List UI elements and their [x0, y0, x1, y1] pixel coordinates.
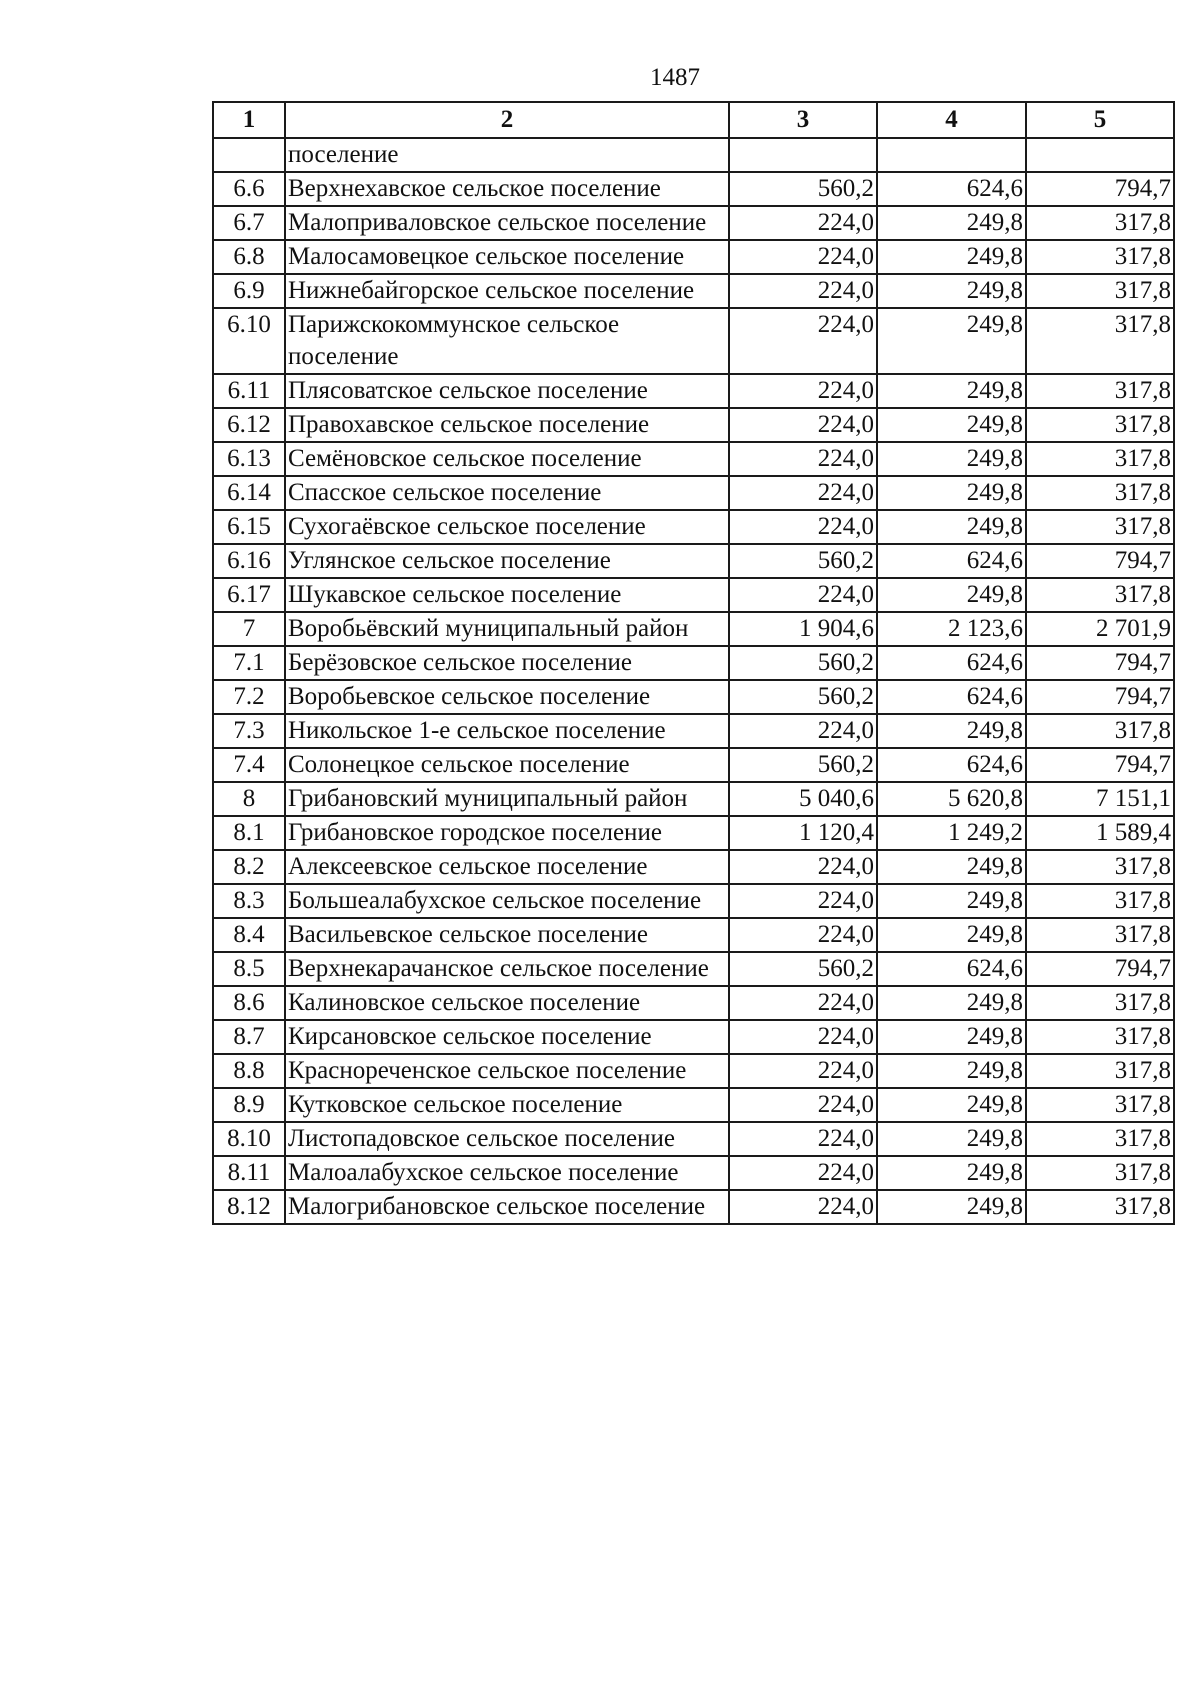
- settlement-name-cell: Большеалабухское сельское поселение: [285, 884, 729, 918]
- value-column-3-cell: 224,0: [729, 1054, 877, 1088]
- value-column-5-cell: 317,8: [1026, 442, 1174, 476]
- row-number-cell: 7.3: [213, 714, 285, 748]
- value-column-3-cell: 224,0: [729, 240, 877, 274]
- settlement-name-cell: Парижскокоммунское сельское поселение: [285, 308, 729, 374]
- table-row: [213, 1020, 1174, 1054]
- settlement-name-cell: Краснореченское сельское поселение: [285, 1054, 729, 1088]
- value-column-3-cell: 224,0: [729, 1122, 877, 1156]
- settlement-name-cell: Малоалабухское сельское поселение: [285, 1156, 729, 1190]
- value-column-4-cell: 249,8: [877, 714, 1026, 748]
- value-column-4-cell: 249,8: [877, 408, 1026, 442]
- value-column-4-cell: 249,8: [877, 986, 1026, 1020]
- settlement-name-cell: Нижнебайгорское сельское поселение: [285, 274, 729, 308]
- value-column-4-cell: 249,8: [877, 1054, 1026, 1088]
- value-column-3-cell: 224,0: [729, 510, 877, 544]
- row-number-cell: 6.12: [213, 408, 285, 442]
- row-number-cell: 6.14: [213, 476, 285, 510]
- row-number-cell: 8.7: [213, 1020, 285, 1054]
- row-number-cell: 6.8: [213, 240, 285, 274]
- value-column-3-cell: 224,0: [729, 1088, 877, 1122]
- table-row: [213, 578, 1174, 612]
- table-row: [213, 1054, 1174, 1088]
- table-row: [213, 172, 1174, 206]
- table-row: [213, 442, 1174, 476]
- value-column-4-cell: 624,6: [877, 680, 1026, 714]
- table-row: [213, 240, 1174, 274]
- row-number-cell: [213, 138, 285, 172]
- settlement-name-cell: Шукавское сельское поселение: [285, 578, 729, 612]
- value-column-5-cell: 317,8: [1026, 1020, 1174, 1054]
- value-column-4-cell: 249,8: [877, 1122, 1026, 1156]
- table-row: [213, 274, 1174, 308]
- value-column-5-cell: 317,8: [1026, 206, 1174, 240]
- settlement-name-cell: Правохавское сельское поселение: [285, 408, 729, 442]
- table-row: [213, 1190, 1174, 1224]
- table-row: [213, 612, 1174, 646]
- table-row: [213, 680, 1174, 714]
- value-column-4-cell: 249,8: [877, 578, 1026, 612]
- table-row: [213, 476, 1174, 510]
- row-number-cell: 8.4: [213, 918, 285, 952]
- row-number-cell: 8.5: [213, 952, 285, 986]
- value-column-3-cell: [729, 138, 877, 172]
- value-column-3-cell: 1 904,6: [729, 612, 877, 646]
- table-row: [213, 646, 1174, 680]
- value-column-5-cell: 317,8: [1026, 850, 1174, 884]
- row-number-cell: 6.17: [213, 578, 285, 612]
- settlement-name-cell: Берёзовское сельское поселение: [285, 646, 729, 680]
- row-number-cell: 8: [213, 782, 285, 816]
- value-column-5-cell: 794,7: [1026, 748, 1174, 782]
- value-column-3-cell: 560,2: [729, 952, 877, 986]
- table-row: [213, 206, 1174, 240]
- value-column-3-cell: 224,0: [729, 850, 877, 884]
- value-column-4-cell: 1 249,2: [877, 816, 1026, 850]
- value-column-5-cell: 794,7: [1026, 172, 1174, 206]
- column-header-3: 3: [729, 102, 877, 138]
- value-column-3-cell: 224,0: [729, 1020, 877, 1054]
- value-column-3-cell: 224,0: [729, 986, 877, 1020]
- value-column-4-cell: 249,8: [877, 1156, 1026, 1190]
- table-row: [213, 918, 1174, 952]
- settlement-name-cell: Углянское сельское поселение: [285, 544, 729, 578]
- value-column-5-cell: 317,8: [1026, 476, 1174, 510]
- column-header-1: 1: [213, 102, 285, 138]
- value-column-4-cell: 249,8: [877, 884, 1026, 918]
- value-column-4-cell: 249,8: [877, 1020, 1026, 1054]
- table-row: [213, 308, 1174, 374]
- table-row: [213, 138, 1174, 172]
- value-column-4-cell: 624,6: [877, 172, 1026, 206]
- column-header-2: 2: [285, 102, 729, 138]
- value-column-3-cell: 224,0: [729, 1190, 877, 1224]
- settlement-name-cell: Малосамовецкое сельское поселение: [285, 240, 729, 274]
- value-column-4-cell: 249,8: [877, 274, 1026, 308]
- value-column-4-cell: 249,8: [877, 850, 1026, 884]
- row-number-cell: 7.4: [213, 748, 285, 782]
- value-column-4-cell: 249,8: [877, 476, 1026, 510]
- table-row: [213, 782, 1174, 816]
- column-header-5: 5: [1026, 102, 1174, 138]
- value-column-3-cell: 224,0: [729, 408, 877, 442]
- value-column-5-cell: 7 151,1: [1026, 782, 1174, 816]
- table-row: [213, 1122, 1174, 1156]
- row-number-cell: 8.9: [213, 1088, 285, 1122]
- table-row: [213, 714, 1174, 748]
- settlement-name-cell: Грибановский муниципальный район: [285, 782, 729, 816]
- value-column-3-cell: 560,2: [729, 172, 877, 206]
- value-column-3-cell: 560,2: [729, 646, 877, 680]
- value-column-5-cell: 317,8: [1026, 986, 1174, 1020]
- settlement-name-cell: Грибановское городское поселение: [285, 816, 729, 850]
- value-column-3-cell: 224,0: [729, 274, 877, 308]
- value-column-5-cell: 317,8: [1026, 918, 1174, 952]
- page-number: 1487: [650, 64, 700, 91]
- value-column-5-cell: 317,8: [1026, 1054, 1174, 1088]
- row-number-cell: 8.10: [213, 1122, 285, 1156]
- value-column-3-cell: 224,0: [729, 476, 877, 510]
- value-column-3-cell: 224,0: [729, 714, 877, 748]
- table-row: [213, 510, 1174, 544]
- settlement-name-cell: Калиновское сельское поселение: [285, 986, 729, 1020]
- settlement-name-cell: Малогрибановское сельское поселение: [285, 1190, 729, 1224]
- settlement-name-cell: Листопадовское сельское поселение: [285, 1122, 729, 1156]
- value-column-4-cell: 5 620,8: [877, 782, 1026, 816]
- table-row: [213, 374, 1174, 408]
- row-number-cell: 6.11: [213, 374, 285, 408]
- value-column-4-cell: 624,6: [877, 646, 1026, 680]
- table-row: [213, 1156, 1174, 1190]
- value-column-4-cell: 249,8: [877, 308, 1026, 374]
- value-column-5-cell: 794,7: [1026, 680, 1174, 714]
- value-column-5-cell: 317,8: [1026, 274, 1174, 308]
- settlement-name-cell: Плясоватское сельское поселение: [285, 374, 729, 408]
- value-column-4-cell: 249,8: [877, 510, 1026, 544]
- settlement-name-cell: Малоприваловское сельское поселение: [285, 206, 729, 240]
- value-column-5-cell: 317,8: [1026, 1088, 1174, 1122]
- value-column-5-cell: [1026, 138, 1174, 172]
- value-column-4-cell: 249,8: [877, 374, 1026, 408]
- value-column-5-cell: 794,7: [1026, 544, 1174, 578]
- row-number-cell: 8.12: [213, 1190, 285, 1224]
- value-column-3-cell: 224,0: [729, 442, 877, 476]
- settlement-name-cell: Кутковское сельское поселение: [285, 1088, 729, 1122]
- value-column-4-cell: 624,6: [877, 544, 1026, 578]
- value-column-4-cell: 624,6: [877, 748, 1026, 782]
- value-column-5-cell: 317,8: [1026, 1156, 1174, 1190]
- settlement-name-cell: Васильевское сельское поселение: [285, 918, 729, 952]
- value-column-5-cell: 317,8: [1026, 374, 1174, 408]
- value-column-5-cell: 1 589,4: [1026, 816, 1174, 850]
- column-header-4: 4: [877, 102, 1026, 138]
- value-column-3-cell: 224,0: [729, 308, 877, 374]
- settlement-name-cell: Алексеевское сельское поселение: [285, 850, 729, 884]
- table-row: [213, 1088, 1174, 1122]
- row-number-cell: 6.13: [213, 442, 285, 476]
- settlement-name-cell: Сухогаёвское сельское поселение: [285, 510, 729, 544]
- value-column-3-cell: 224,0: [729, 578, 877, 612]
- value-column-4-cell: 249,8: [877, 206, 1026, 240]
- value-column-4-cell: 249,8: [877, 1088, 1026, 1122]
- value-column-4-cell: 249,8: [877, 240, 1026, 274]
- value-column-3-cell: 1 120,4: [729, 816, 877, 850]
- table-row: [213, 986, 1174, 1020]
- row-number-cell: 6.10: [213, 308, 285, 374]
- header-row: [213, 102, 1174, 138]
- table-row: [213, 952, 1174, 986]
- table-header: [213, 102, 1174, 138]
- budget-table: [212, 101, 1175, 1225]
- value-column-5-cell: 317,8: [1026, 240, 1174, 274]
- value-column-3-cell: 5 040,6: [729, 782, 877, 816]
- value-column-5-cell: 317,8: [1026, 510, 1174, 544]
- value-column-3-cell: 560,2: [729, 680, 877, 714]
- value-column-4-cell: 249,8: [877, 442, 1026, 476]
- value-column-5-cell: 2 701,9: [1026, 612, 1174, 646]
- settlement-name-cell: Воробьёвский муниципальный район: [285, 612, 729, 646]
- value-column-5-cell: 317,8: [1026, 714, 1174, 748]
- settlement-name-cell: поселение: [285, 138, 729, 172]
- table-row: [213, 408, 1174, 442]
- settlement-name-cell: Никольское 1-е сельское поселение: [285, 714, 729, 748]
- value-column-4-cell: 624,6: [877, 952, 1026, 986]
- value-column-4-cell: [877, 138, 1026, 172]
- value-column-3-cell: 224,0: [729, 1156, 877, 1190]
- value-column-5-cell: 317,8: [1026, 578, 1174, 612]
- row-number-cell: 8.6: [213, 986, 285, 1020]
- table-row: [213, 850, 1174, 884]
- settlement-name-cell: Верхнехавское сельское поселение: [285, 172, 729, 206]
- row-number-cell: 8.1: [213, 816, 285, 850]
- value-column-4-cell: 249,8: [877, 918, 1026, 952]
- table-body: [213, 138, 1174, 1224]
- row-number-cell: 8.2: [213, 850, 285, 884]
- table-row: [213, 544, 1174, 578]
- table-row: [213, 748, 1174, 782]
- row-number-cell: 8.8: [213, 1054, 285, 1088]
- settlement-name-cell: Спасское сельское поселение: [285, 476, 729, 510]
- value-column-3-cell: 560,2: [729, 544, 877, 578]
- row-number-cell: 7.1: [213, 646, 285, 680]
- row-number-cell: 6.6: [213, 172, 285, 206]
- row-number-cell: 8.11: [213, 1156, 285, 1190]
- settlement-name-cell: Верхнекарачанское сельское поселение: [285, 952, 729, 986]
- value-column-5-cell: 317,8: [1026, 308, 1174, 374]
- value-column-4-cell: 249,8: [877, 1190, 1026, 1224]
- settlement-name-cell: Солонецкое сельское поселение: [285, 748, 729, 782]
- table-row: [213, 884, 1174, 918]
- value-column-5-cell: 317,8: [1026, 884, 1174, 918]
- value-column-5-cell: 794,7: [1026, 646, 1174, 680]
- row-number-cell: 6.16: [213, 544, 285, 578]
- settlement-name-cell: Воробьевское сельское поселение: [285, 680, 729, 714]
- value-column-5-cell: 317,8: [1026, 408, 1174, 442]
- value-column-3-cell: 224,0: [729, 884, 877, 918]
- value-column-3-cell: 560,2: [729, 748, 877, 782]
- row-number-cell: 8.3: [213, 884, 285, 918]
- row-number-cell: 7: [213, 612, 285, 646]
- row-number-cell: 6.9: [213, 274, 285, 308]
- value-column-5-cell: 317,8: [1026, 1122, 1174, 1156]
- row-number-cell: 6.15: [213, 510, 285, 544]
- settlement-name-cell: Семёновское сельское поселение: [285, 442, 729, 476]
- value-column-3-cell: 224,0: [729, 206, 877, 240]
- value-column-5-cell: 317,8: [1026, 1190, 1174, 1224]
- value-column-3-cell: 224,0: [729, 374, 877, 408]
- value-column-3-cell: 224,0: [729, 918, 877, 952]
- value-column-4-cell: 2 123,6: [877, 612, 1026, 646]
- table-row: [213, 816, 1174, 850]
- row-number-cell: 7.2: [213, 680, 285, 714]
- row-number-cell: 6.7: [213, 206, 285, 240]
- value-column-5-cell: 794,7: [1026, 952, 1174, 986]
- settlement-name-cell: Кирсановское сельское поселение: [285, 1020, 729, 1054]
